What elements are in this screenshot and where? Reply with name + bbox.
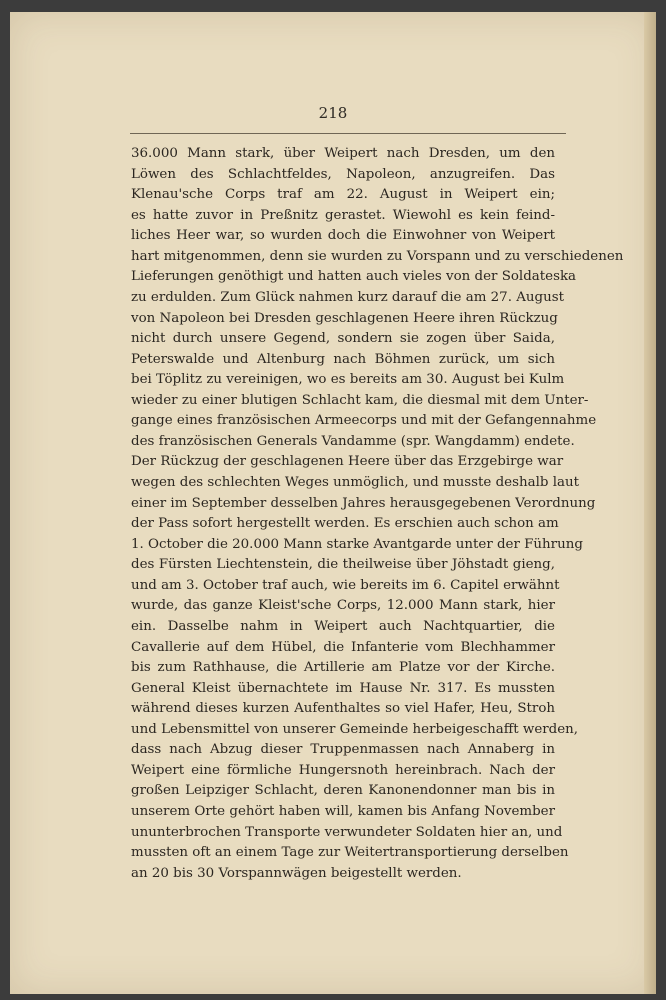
text-line: unserem Orte gehört haben will, kamen bis Anfang November (131, 804, 555, 819)
header-rule (130, 133, 566, 134)
text-line: nicht durch unsere Gegend, sondern sie zogen über Saida, (131, 331, 555, 347)
text-line: Peterswalde und Altenburg nach Böhmen zurück, um sich (131, 351, 555, 367)
body-text (131, 144, 624, 884)
book-page (10, 12, 656, 994)
page-edge (644, 12, 656, 994)
text-line: es hatte zuvor in Preßnitz gerastet. Wiewohl es kein feind- (131, 207, 555, 223)
text-line: bis zum Rathhause, die Artillerie am Platze vor der Kirche. (131, 660, 555, 676)
text-line: Der Rückzug der geschlagenen Heere über das Erzgebirge war (131, 454, 564, 470)
text-line: hart mitgenommen, denn sie wurden zu Vorspann und zu verschiedenen (131, 248, 624, 264)
text-line: 1. October die 20.000 Mann starke Avantgarde unter der Führung (131, 536, 583, 552)
text-line: General Kleist übernachtete im Hause Nr. 317. Es mussten (131, 680, 555, 696)
text-line: und am 3. October traf auch, wie bereits im 6. Capitel erwähnt (131, 577, 560, 593)
text-line: zu erdulden. Zum Glück nahmen kurz darauf die am 27. August (131, 289, 564, 305)
text-line: mussten oft an einem Tage zur Weitertransportierung derselben (131, 845, 569, 861)
text-line: des französischen Generals Vandamme (spr. Wangdamm) endete. (131, 433, 575, 449)
text-line: gange eines französischen Armeecorps und mit der Gefangennahme (131, 413, 597, 429)
text-line: wurde, das ganze Kleist'sche Corps, 12.000 Mann stark, hier (131, 598, 555, 614)
text-line: der Pass sofort hergestellt werden. Es erschien auch schon am (131, 516, 559, 532)
text-line: Weipert eine förmliche Hungersnoth hereinbrach. Nach der (131, 762, 555, 778)
text-line: 36.000 Mann stark, über Weipert nach Dresden, um den (131, 146, 555, 161)
text-line: großen Leipziger Schlacht, deren Kanonendonner man bis in (131, 783, 555, 799)
text-line: liches Heer war, so wurden doch die Einwohner von Weipert (131, 228, 555, 244)
text-line: an 20 bis 30 Vorspannwägen beigestellt werden. (131, 865, 462, 881)
text-line: Klenau'sche Corps traf am 22. August in Weipert ein; (131, 187, 555, 203)
page-number: 218 (318, 104, 348, 122)
text-line: einer im September desselben Jahres herausgegebenen Verordnung (131, 495, 596, 511)
text-line: von Napoleon bei Dresden geschlagenen Heere ihren Rückzug (131, 310, 558, 326)
text-line: ununterbrochen Transporte verwundeter Soldaten hier an, und (131, 824, 563, 840)
text-line: Cavallerie auf dem Hübel, die Infanterie vom Blechhammer (131, 639, 555, 655)
text-line: während dieses kurzen Aufenthaltes so viel Hafer, Heu, Stroh (131, 701, 555, 717)
text-line: Löwen des Schlachtfeldes, Napoleon, anzugreifen. Das (131, 166, 555, 182)
text-line: des Fürsten Liechtenstein, die theilweise über Jöhstadt gieng, (131, 557, 555, 573)
text-line: wegen des schlechten Weges unmöglich, und musste deshalb laut (131, 475, 579, 490)
text-line: ein. Dasselbe nahm in Weipert auch Nachtquartier, die (131, 618, 555, 634)
text-line: dass nach Abzug dieser Truppenmassen nach Annaberg in (131, 742, 555, 758)
text-line: Lieferungen genöthigt und hatten auch vieles von der Soldateska (131, 269, 577, 285)
text-line: wieder zu einer blutigen Schlacht kam, die diesmal mit dem Unter- (131, 392, 589, 408)
text-line: und Lebensmittel von unserer Gemeinde herbeigeschafft werden, (131, 721, 579, 737)
text-line: bei Töplitz zu vereinigen, wo es bereits am 30. August bei Kulm (131, 372, 565, 388)
